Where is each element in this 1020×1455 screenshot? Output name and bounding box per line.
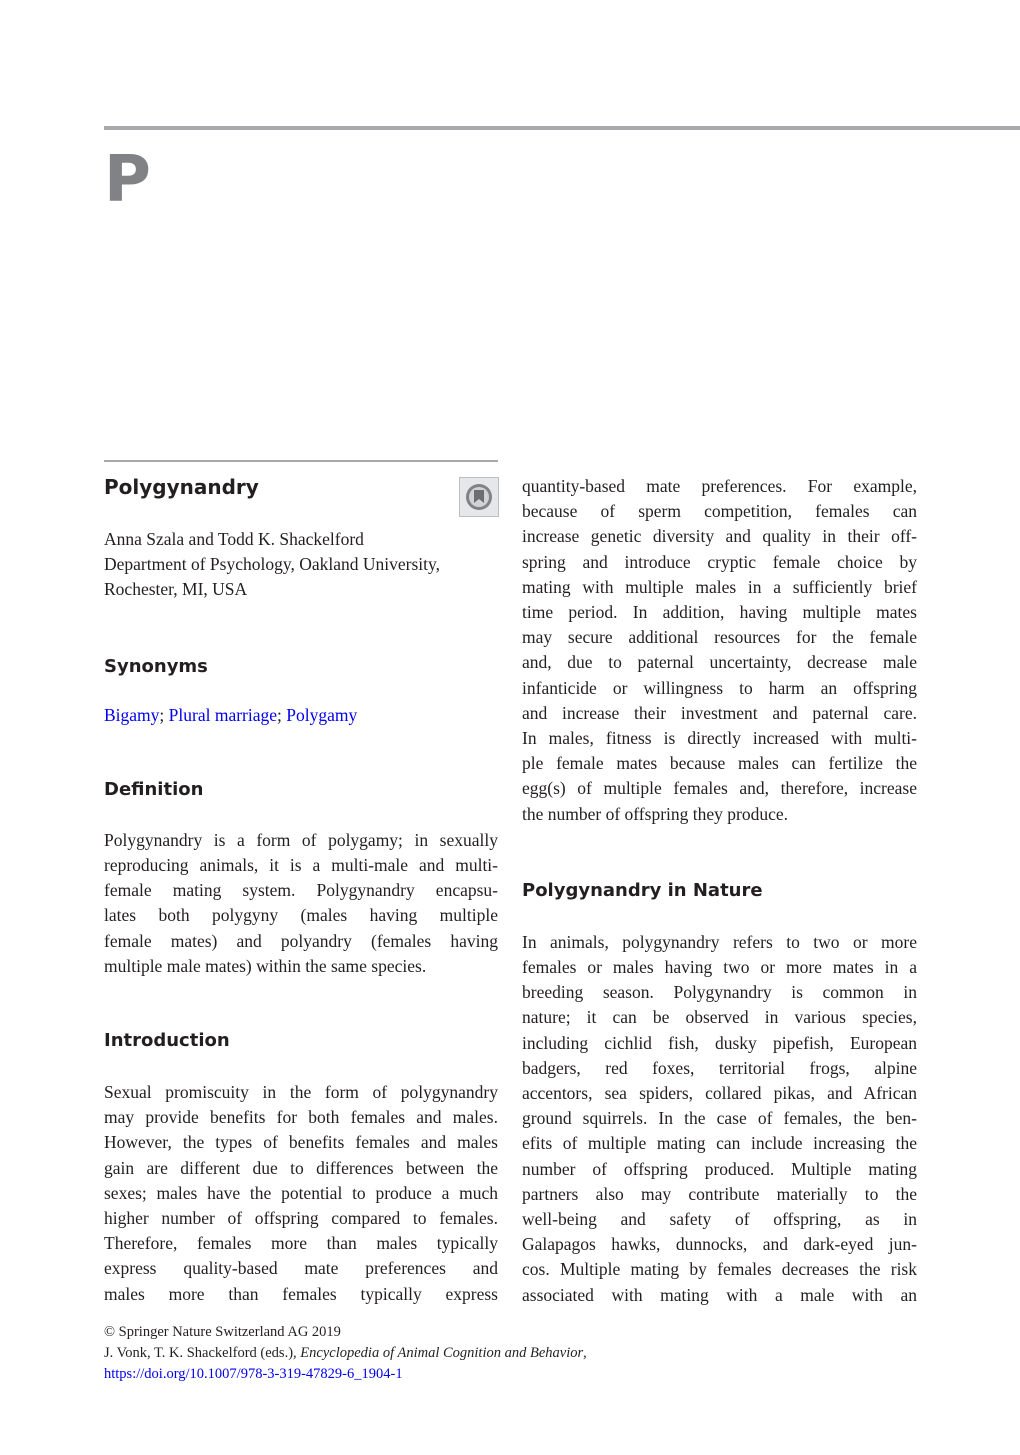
title-row xyxy=(104,475,498,515)
text-line: associated with mating with a male with an xyxy=(522,1284,917,1305)
text-line: breeding season. Polygynandry is common in xyxy=(522,982,917,1003)
introduction-heading: Introduction xyxy=(104,1030,230,1052)
text-line: Sexual promiscuity in the form of polygynandry xyxy=(104,1082,498,1103)
text-line: partners also may contribute materially to the xyxy=(522,1183,917,1204)
text-line: nature; it can be observed in various species, xyxy=(522,1007,917,1028)
text-line: reproducing animals, it is a multi-male and multi- xyxy=(104,855,498,876)
affiliation xyxy=(104,552,498,602)
text-line: including cichlid fish, dusky pipefish, European xyxy=(522,1032,917,1053)
nature-text xyxy=(522,930,917,1308)
text-line: mating with multiple males in a sufficiently brief xyxy=(522,576,917,597)
citation-suffix: , xyxy=(583,1345,587,1361)
synonym-separator: ; xyxy=(277,704,287,725)
book-title: Encyclopedia of Animal Cognition and Behavior xyxy=(300,1345,584,1361)
text-line: lates both polygyny (males having multiple xyxy=(104,905,498,926)
text-line: the number of offspring they produce. xyxy=(522,803,788,824)
authors xyxy=(104,527,498,552)
definition-heading: Definition xyxy=(104,778,204,800)
text-line: female mating system. Polygynandry encapsu- xyxy=(104,880,498,901)
left-column xyxy=(104,460,498,1307)
text-line: and increase their investment and paternal care. xyxy=(522,702,917,723)
text-line: cos. Multiple mating by females decreases the risk xyxy=(522,1259,917,1280)
section-letter: P xyxy=(104,143,151,217)
text-line: multiple male mates) within the same species. xyxy=(104,955,427,976)
synonym-link-polygamy[interactable]: Polygamy xyxy=(286,704,358,725)
text-line: sexes; males have the potential to produce a much xyxy=(104,1182,498,1203)
text-line: In animals, polygynandry refers to two or more xyxy=(522,931,917,952)
nature-heading: Polygynandry in Nature xyxy=(522,879,763,901)
doi-link[interactable]: https://doi.org/10.1007/978-3-319-47829-6_1904-1 xyxy=(104,1366,403,1382)
synonym-link-bigamy[interactable]: Bigamy xyxy=(104,704,160,725)
text-line: higher number of offspring compared to females. xyxy=(104,1208,498,1229)
text-line: ground squirrels. In the case of females, the ben- xyxy=(522,1108,917,1129)
text-line: may provide benefits for both females and males. xyxy=(104,1107,498,1128)
text-line: In males, fitness is directly increased with multi- xyxy=(522,728,917,749)
doi-line xyxy=(104,1364,664,1385)
synonym-link-plural-marriage[interactable]: Plural marriage xyxy=(168,704,278,725)
right-column xyxy=(522,474,917,1308)
synonyms-line xyxy=(104,703,498,728)
text-line: Therefore, females more than males typically xyxy=(104,1233,498,1254)
text-line: Galapagos hawks, dunnocks, and dark-eyed jun- xyxy=(522,1234,917,1255)
text-line: increase genetic diversity and quality in their off- xyxy=(522,526,917,547)
text-line: males more than females typically express xyxy=(104,1283,498,1304)
title-rule xyxy=(104,460,498,462)
text-line: quantity-based mate preferences. For example, xyxy=(522,476,917,496)
text-line: female mates) and polyandry (females having xyxy=(104,930,498,951)
text-line: and, due to paternal uncertainty, decrease male xyxy=(522,652,917,673)
text-line: time period. In addition, having multiple mates xyxy=(522,602,917,623)
synonyms-list xyxy=(104,703,498,728)
authors-line: Anna Szala and Todd K. Shackelford xyxy=(104,529,364,549)
text-line: infanticide or willingness to harm an offspring xyxy=(522,677,917,698)
text-line: badgers, red foxes, territorial frogs, alpine xyxy=(522,1057,917,1078)
top-rule xyxy=(104,126,1020,130)
citation-line xyxy=(104,1343,664,1364)
text-line: may secure additional resources for the female xyxy=(522,627,917,648)
text-line: Polygynandry is a form of polygamy; in sexually xyxy=(104,829,498,850)
text-line: number of offspring produced. Multiple mating xyxy=(522,1158,917,1179)
text-line: express quality-based mate preferences and xyxy=(104,1258,498,1279)
text-line: efits of multiple mating can include increasing the xyxy=(522,1133,917,1154)
text-line: females or males having two or more mates in a xyxy=(522,957,917,978)
copyright-line: © Springer Nature Switzerland AG 2019 xyxy=(104,1324,341,1340)
footer xyxy=(104,1322,664,1385)
affiliation-line: Department of Psychology, Oakland University, xyxy=(104,554,440,575)
text-line: However, the types of benefits females and males xyxy=(104,1132,498,1153)
text-line: egg(s) of multiple females and, therefore, increase xyxy=(522,778,917,799)
affiliation-line: Rochester, MI, USA xyxy=(104,579,248,600)
introduction-text xyxy=(104,1080,498,1307)
crossmark-update-icon[interactable] xyxy=(459,477,499,517)
text-line: spring and introduce cryptic female choice by xyxy=(522,551,917,572)
introduction-continued-text xyxy=(522,474,917,827)
text-line: because of sperm competition, females can xyxy=(522,501,917,522)
text-line: accentors, sea spiders, collared pikas, and African xyxy=(522,1083,917,1104)
text-line: ple female mates because males can fertilize the xyxy=(522,753,917,774)
definition-text xyxy=(104,828,498,979)
citation-prefix: J. Vonk, T. K. Shackelford (eds.), xyxy=(104,1345,301,1361)
synonym-separator: ; xyxy=(159,704,169,725)
text-line: gain are different due to differences between the xyxy=(104,1157,498,1178)
text-line: well-being and safety of offspring, as in xyxy=(522,1209,917,1230)
crossmark-badge-icon xyxy=(464,482,494,512)
entry-title: Polygynandry xyxy=(104,475,259,499)
synonyms-heading: Synonyms xyxy=(104,655,208,677)
